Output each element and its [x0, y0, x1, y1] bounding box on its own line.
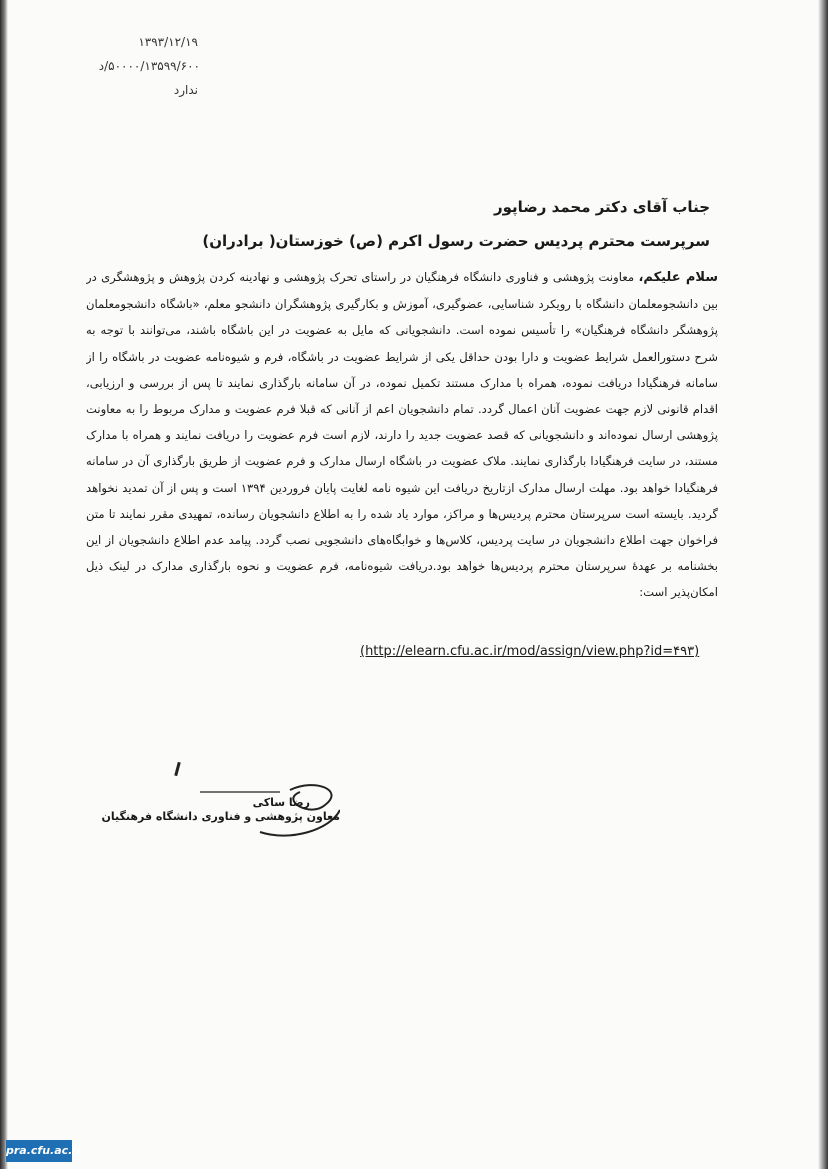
letter-body-text: معاونت پژوهشی و فناوری دانشگاه فرهنگیان در راستای تحرک پژوهشی و نهادینه کردن پژوهش و پژوهشگری در بین دانشجومعلمان دانشگاه با رویکرد شناسایی، عضوگیری، آموزش و بکارگیری پژوهشگران دانشجو معلم، «باشگاه دانشجومعلمان پژوهشگر دانشگاه فرهنگیان» را تأسیس نموده است. دانشجویانی که مایل به عضویت در این باشگاه باشند، می‌توانند با توجه به شرح دستورالعمل شرایط عضویت و دارا بودن حداقل یکی از شرایط عضویت در باشگاه، فرم و شیوه‌نامه عضویت در باشگاه را از سامانه فرهنگیادا دریافت نموده، همراه با مدارک مستند تکمیل نموده، در آن سامانه بارگذاری نمایند تا پس از بررسی و ارزیابی، اقدام قانونی لازم جهت عضویت آنان اعمال گردد. تمام دانشجویان اعم از آنانی که قبلا فرم عضویت و مدارک مربوط را به معاونت پژوهشی ارسال نموده‌اند و دانشجویانی که قصد عضویت جدید را دارند، لازم است فرم عضویت را دریافت نمایند و همراه با مدارک مستند، در سایت فرهنگیادا بارگذاری نمایند. ملاک عضویت در باشگاه ارسال مدارک و فرم عضویت از طریق بارگذاری آن در سامانه فرهنگیادا خواهد بود. مهلت ارسال مدارک ازتاریخ دریافت این شیوه نامه لغایت پایان فروردین ۱۳۹۴ است و پس از آن تمدید نخواهد گردید. بایسته است سرپرستان محترم پردیس‌ها و مراکز، موارد یاد شده را به اطلاع دانشجویان رسانده، تمهیدی مقرر نمایند تا متن فراخوان جهت اطلاع دانشجویان در سایت پردیس، کلاس‌ها و خوابگاه‌های دانشجویی نصب گردد. پیامد عدم اطلاع دانشجویان از این بخشنامه بر عهدهٔ سرپرستان محترم پردیس‌ها خواهد بود.دریافت شیوه‌نامه، فرم عضویت و نحوه بارگذاری مدارک در لینک ذیل امکان‌پذیر است: — [86, 270, 718, 600]
letter-reference-number: ۵۰۰۰۰/۱۳۵۹۹/۶۰۰/د — [98, 59, 200, 73]
letter-body — [86, 264, 718, 634]
recipient-block — [150, 190, 710, 258]
elearn-link[interactable]: (http://elearn.cfu.ac.ir/mod/assign/view.php?id=۴۹۳) — [360, 644, 700, 659]
footer-site-badge[interactable]: pra.cfu.ac.ir — [6, 1140, 72, 1162]
signature-block — [101, 770, 340, 850]
letter-date: ۱۳۹۳/۱۲/۱۹ — [138, 35, 198, 49]
recipient-name: جناب آقای دکتر محمد رضاپور — [494, 198, 710, 216]
scan-edge-left — [0, 0, 8, 1169]
letter-metadata — [48, 30, 198, 102]
scan-edge-right — [818, 0, 828, 1169]
recipient-title: سرپرست محترم پردیس حضرت رسول اکرم (ص) خوزستان( برادران) — [202, 232, 710, 250]
letter-attachment: ندارد — [173, 83, 198, 97]
signatory-name: رضا ساکی — [252, 796, 310, 809]
signatory-title: معاون پژوهشی و فناوری دانشگاه فرهنگیان — [101, 810, 340, 823]
letter-greeting: سلام علیکم، — [638, 270, 718, 285]
